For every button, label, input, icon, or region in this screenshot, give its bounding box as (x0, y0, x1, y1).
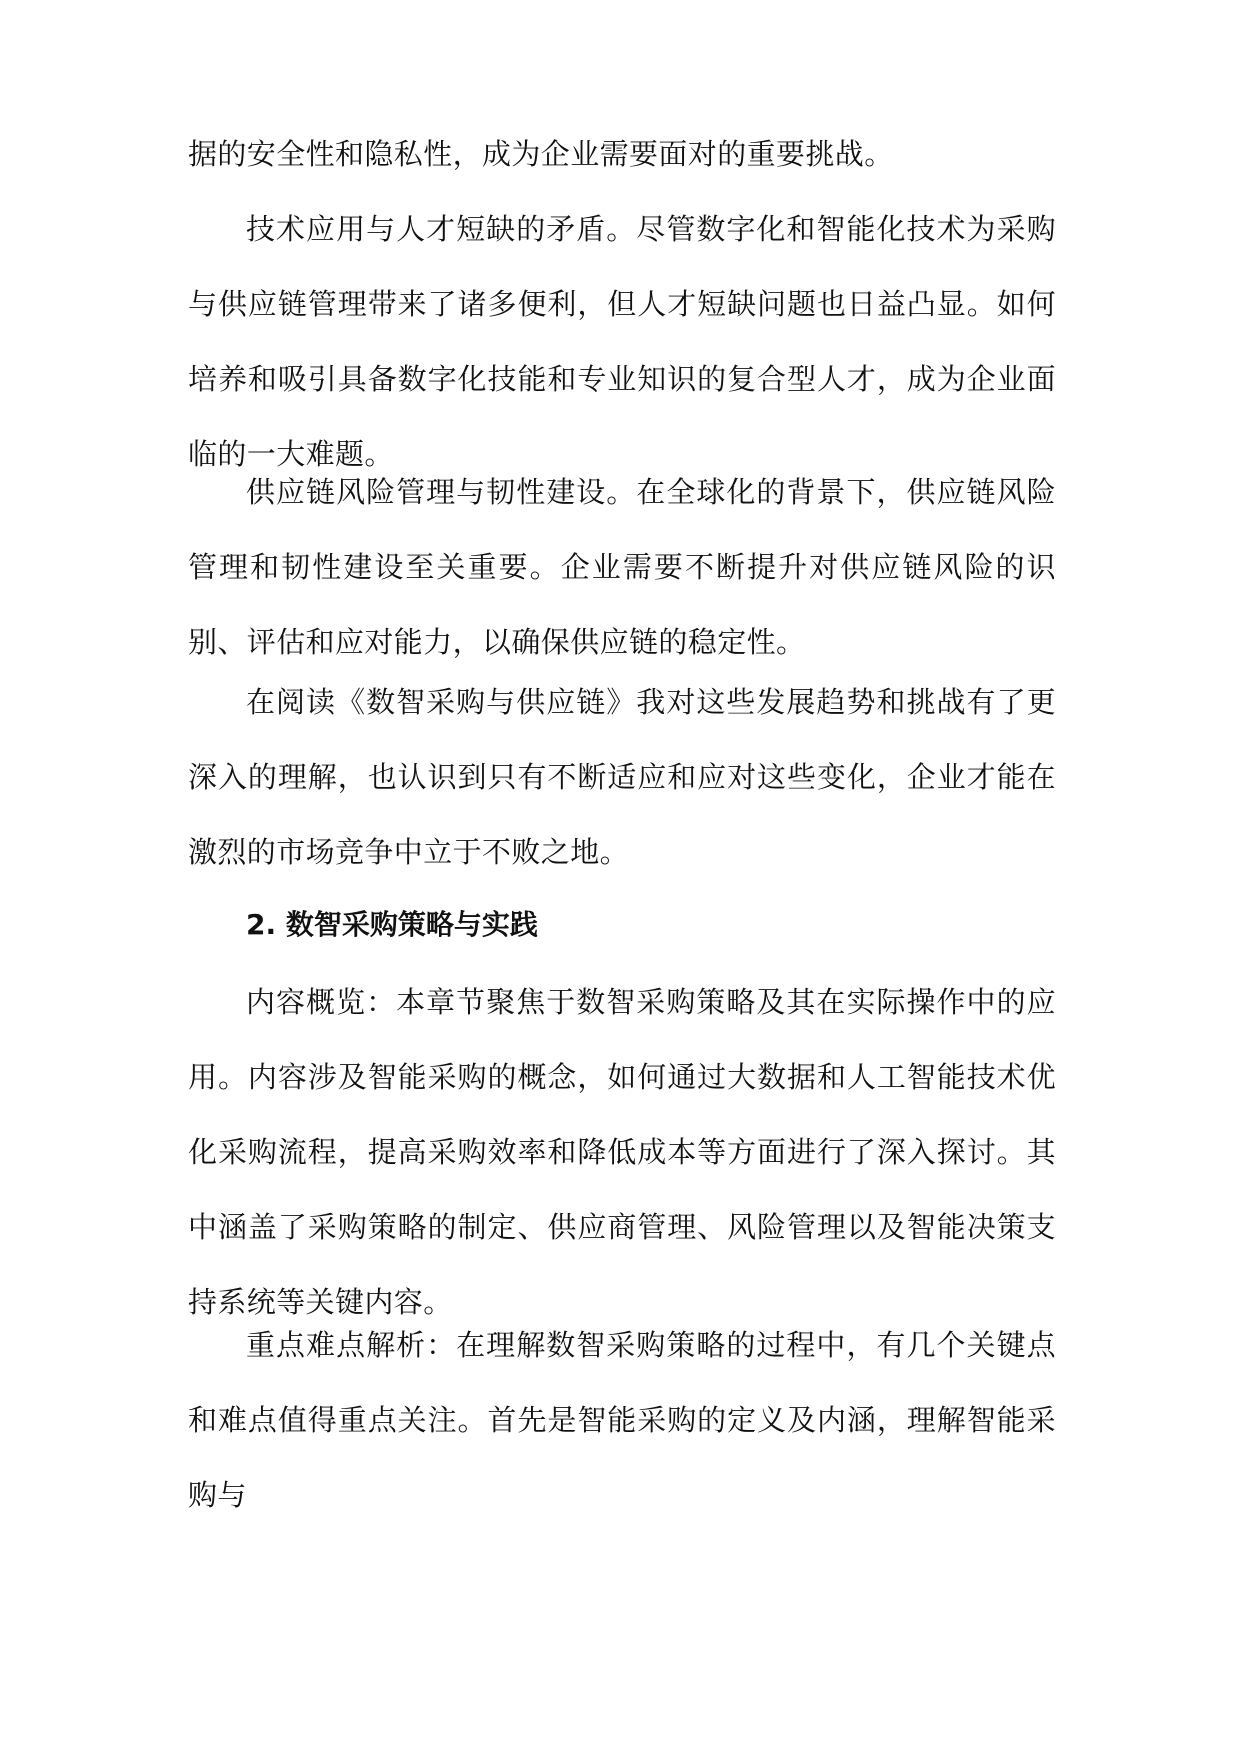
paragraph-supply-chain-risk: 供应链风险管理与韧性建设。在全球化的背景下，供应链风险管理和韧性建设至关重要。企业需要不断提升对供应链风险的识别、评估和应对能力，以确保供应链的稳定性。 (188, 475, 1056, 659)
paragraph-reading-reflection: 在阅读《数智采购与供应链》我对这些发展趋势和挑战有了更深入的理解，也认识到只有不断适应和应对这些变化，企业才能在激烈的市场竞争中立于不败之地。 (188, 685, 1056, 869)
paragraph-talent-shortage: 技术应用与人才短缺的矛盾。尽管数字化和智能化技术为采购与供应链管理带来了诸多便利，但人才短缺问题也日益凸显。如何培养和吸引具备数字化技能和专业知识的复合型人才，成为企业面临的一大难题。 (188, 212, 1056, 471)
section-heading: 2. 数智采购策略与实践 (246, 908, 538, 941)
paragraph-key-points-analysis: 重点难点解析：在理解数智采购策略的过程中，有几个关键点和难点值得重点关注。首先是智能采购的定义及内涵，理解智能采购与 (188, 1328, 1056, 1512)
paragraph-content-overview: 内容概览：本章节聚焦于数智采购策略及其在实际操作中的应用。内容涉及智能采购的概念，如何通过大数据和人工智能技术优化采购流程，提高采购效率和降低成本等方面进行了深入探讨。其中涵盖了采购策略的制定、供应商管理、风险管理以及智能决策支持系统等关键内容。 (188, 985, 1056, 1319)
paragraph-data-security-conclusion: 据的安全性和隐私性，成为企业需要面对的重要挑战。 (188, 137, 894, 171)
